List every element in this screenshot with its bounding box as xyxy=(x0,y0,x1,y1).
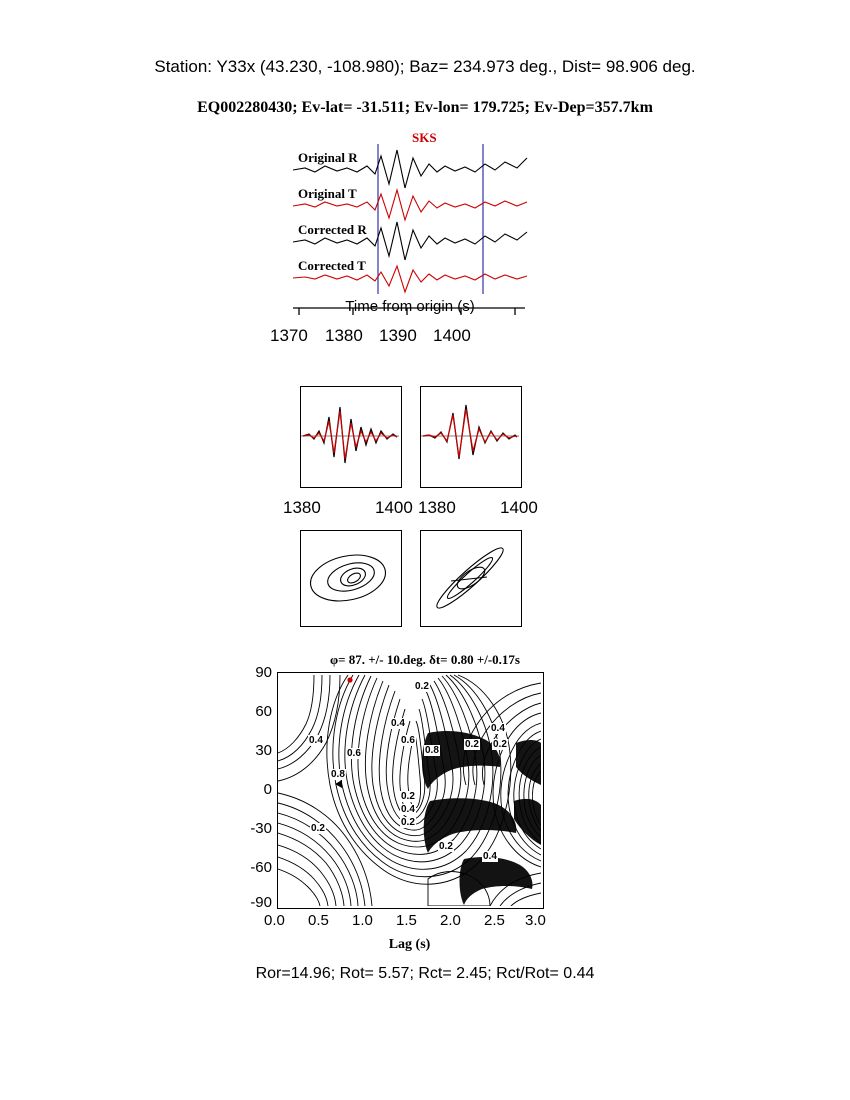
waveform-panel xyxy=(270,130,535,360)
contour-x-axis-label: Lag (s) xyxy=(388,937,431,952)
time-axis-label: Time from origin (s) xyxy=(345,298,475,315)
contour-xtick-0.5: 0.5 xyxy=(308,912,329,929)
contour-label-4: 0.8 xyxy=(425,745,439,756)
contour-label-2: 0.4 xyxy=(391,718,405,729)
contour-ytick-m90: -90 xyxy=(250,894,272,911)
contour-ytick-m30: -30 xyxy=(250,820,272,837)
particle-motion-corrected-curve xyxy=(421,531,519,624)
contour-label-1: 0.2 xyxy=(415,681,429,692)
best-fit-marker xyxy=(347,677,352,682)
station-header: Station: Y33x (43.230, -108.980); Baz= 234.973 deg., Dist= 98.906 deg. xyxy=(154,57,696,76)
contour-ytick-30: 30 xyxy=(255,742,272,759)
event-header: EQ002280430; Ev-lat= -31.511; Ev-lon= 179.725; Ev-Dep=357.7km xyxy=(197,99,653,116)
contour-label-7: 0.2 xyxy=(493,739,507,750)
panel-left-tick-1400: 1400 xyxy=(375,498,413,517)
contour-label-9: 0.6 xyxy=(347,748,361,759)
contour-label-12: 0.4 xyxy=(401,804,415,815)
contour-lines xyxy=(278,673,541,906)
contour-xtick-0.0: 0.0 xyxy=(264,912,285,929)
contour-box xyxy=(277,672,544,909)
contour-label-6: 0.4 xyxy=(491,723,505,734)
time-tick-1380: 1380 xyxy=(325,326,363,345)
contour-label-11: 0.2 xyxy=(401,791,415,802)
panel-particle-motion-uncorrected xyxy=(300,530,402,627)
contour-xtick-1.0: 1.0 xyxy=(352,912,373,929)
contour-xtick-3.0: 3.0 xyxy=(525,912,546,929)
contour-xtick-1.5: 1.5 xyxy=(396,912,417,929)
trace-label-corrected-r: Corrected R xyxy=(298,222,367,237)
contour-label-10: 0.8 xyxy=(331,769,345,780)
panel-corrected-traces xyxy=(421,387,519,485)
contour-ytick-90: 90 xyxy=(255,664,272,681)
contour-label-16: 0.4 xyxy=(483,851,497,862)
particle-motion-uncorrected-curve xyxy=(301,531,399,624)
time-tick-1390: 1390 xyxy=(379,326,417,345)
contour-xtick-2.0: 2.0 xyxy=(440,912,461,929)
metrics-footer: Ror=14.96; Rot= 5.57; Rct= 2.45; Rct/Rot= 0.44 xyxy=(255,965,595,982)
contour-label-5: 0.2 xyxy=(465,739,479,750)
panel-particle-motion-corrected xyxy=(420,530,522,627)
contour-label-8: 0.4 xyxy=(309,735,323,746)
panel-right-tick-1380: 1380 xyxy=(418,498,456,517)
contour-label-3: 0.6 xyxy=(401,735,415,746)
panel-uncorrected-waveforms xyxy=(300,386,402,488)
contour-ytick-m60: -60 xyxy=(250,859,272,876)
panel-right-tick-1400: 1400 xyxy=(500,498,538,517)
contour-label-15: 0.2 xyxy=(439,841,453,852)
panel-corrected-waveforms xyxy=(420,386,522,488)
contour-label-14: 0.2 xyxy=(311,823,325,834)
contour-ytick-60: 60 xyxy=(255,703,272,720)
trace-label-original-t: Original T xyxy=(298,186,357,201)
splitting-parameters-label: φ= 87. +/- 10.deg. δt= 0.80 +/-0.17s xyxy=(329,652,520,667)
panel-uncorrected-traces xyxy=(301,387,399,485)
panel-left-tick-1380: 1380 xyxy=(283,498,321,517)
contour-ytick-0: 0 xyxy=(263,781,272,798)
contour-label-13: 0.2 xyxy=(401,817,415,828)
time-tick-1370: 1370 xyxy=(270,326,308,345)
trace-label-corrected-t: Corrected T xyxy=(298,258,366,273)
contour-plot xyxy=(250,664,546,952)
time-tick-1400: 1400 xyxy=(433,326,471,345)
contour-xtick-2.5: 2.5 xyxy=(484,912,505,929)
sks-phase-label: SKS xyxy=(412,130,437,145)
trace-label-original-r: Original R xyxy=(298,150,358,165)
